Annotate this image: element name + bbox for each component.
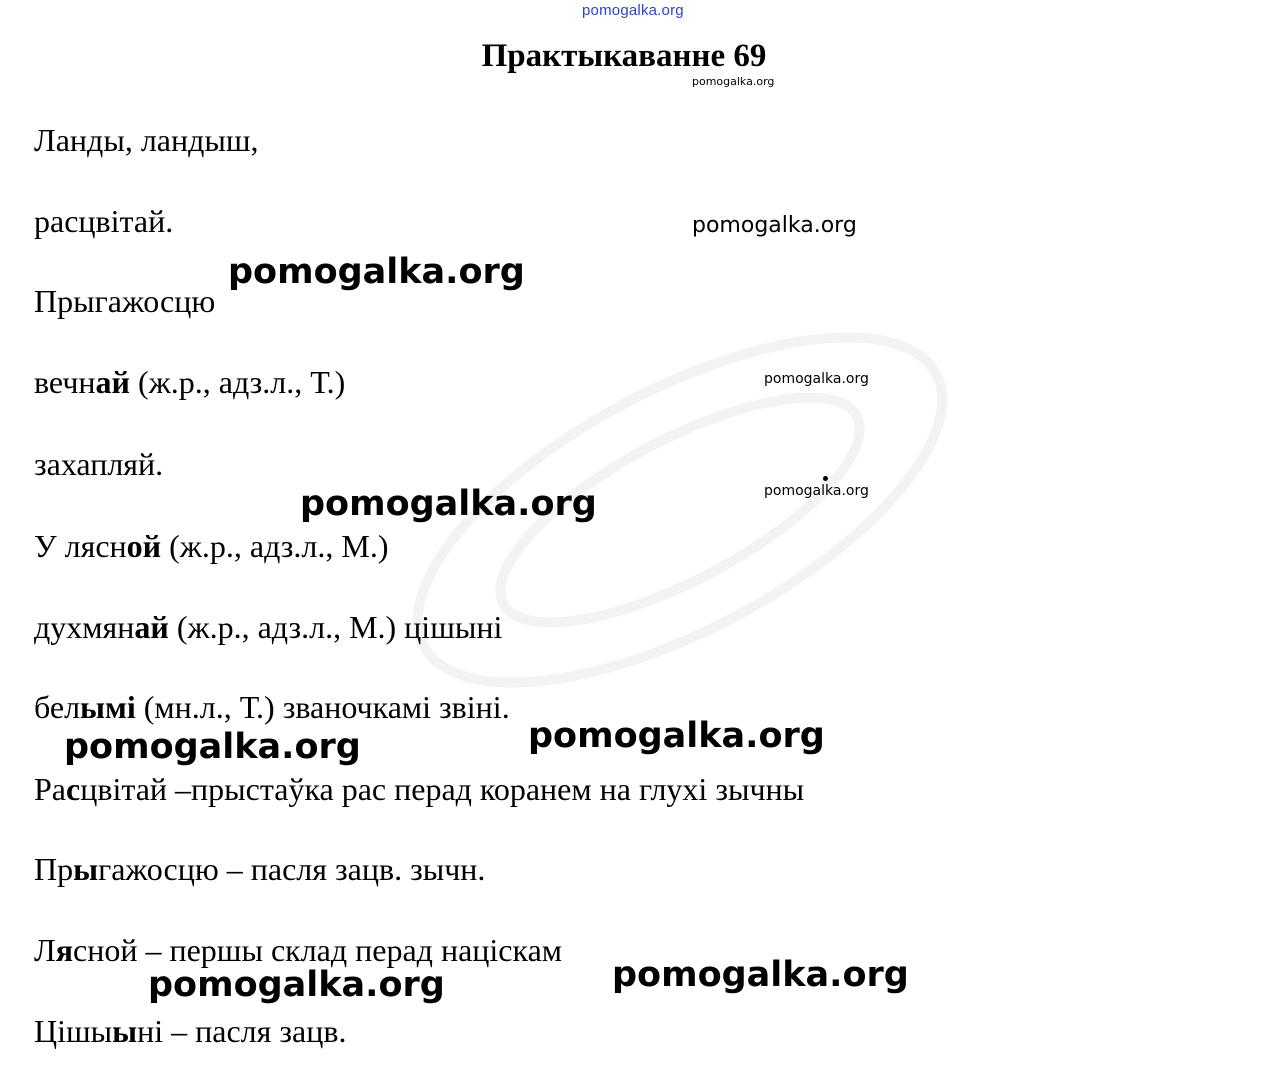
watermark: pomogalka.org (148, 965, 445, 1005)
watermark: pomogalka.org (64, 727, 361, 767)
bold-letter: ы (73, 851, 99, 887)
bold-letter: я (55, 932, 74, 968)
text-segment: У лясн (34, 528, 127, 564)
text-segment: (ж.р., адз.л., М.) цішыні (168, 609, 503, 645)
text-line (34, 363, 345, 401)
watermark: pomogalka.org (692, 213, 857, 238)
top-watermark-link[interactable]: pomogalka.org (582, 2, 684, 19)
bold-letter: ы (112, 1013, 138, 1049)
text-segment: Ра (34, 771, 66, 807)
text-segment: сной – першы склад перад націскам (73, 932, 563, 968)
bold-letter: с (66, 771, 81, 807)
text-segment: духмян (34, 609, 135, 645)
text-segment: Ланды, ландыш, (34, 122, 259, 158)
text-line (34, 527, 388, 565)
text-segment: захапляй. (34, 446, 164, 482)
text-line (34, 608, 502, 646)
text-line (34, 1012, 346, 1050)
text-segment: вечн (34, 364, 96, 400)
text-segment: ні – пасля зацв. (137, 1013, 347, 1049)
text-segment: цвітай –прыстаўка рас перад коранем на глухі зычны (80, 771, 805, 807)
text-line (34, 931, 562, 969)
text-segment: Прыгажосцю (34, 283, 216, 319)
text-line (34, 445, 163, 483)
text-segment: (ж.р., адз.л., М.) (161, 528, 389, 564)
bold-ending: ай (134, 609, 169, 645)
dot-mark (823, 476, 828, 481)
watermark: pomogalka.org (764, 371, 869, 387)
text-segment: Цішы (34, 1013, 113, 1049)
text-line (34, 850, 485, 888)
text-segment: расцвітай. (34, 203, 174, 239)
text-segment: Пр (34, 851, 74, 887)
bold-ending: ымі (80, 689, 136, 725)
watermark: pomogalka.org (692, 75, 775, 88)
text-line (34, 202, 173, 240)
text-segment: (мн.л., Т.) званочкамі звіні. (135, 689, 510, 725)
text-line (34, 282, 215, 320)
text-segment: гажосцю – пасля зацв. зычн. (98, 851, 486, 887)
text-segment: бел (34, 689, 81, 725)
text-line (34, 688, 510, 726)
text-line (34, 121, 259, 159)
text-segment: (ж.р., адз.л., Т.) (129, 364, 346, 400)
page-title: Практыкаванне 69 (481, 38, 767, 74)
watermark: pomogalka.org (528, 716, 825, 756)
watermark: pomogalka.org (764, 483, 869, 499)
watermark: pomogalka.org (300, 484, 597, 524)
watermark: pomogalka.org (228, 252, 525, 292)
bold-ending: ай (95, 364, 130, 400)
bold-ending: ой (126, 528, 162, 564)
text-line (34, 770, 804, 808)
text-segment: Л (34, 932, 56, 968)
watermark: pomogalka.org (612, 955, 909, 995)
